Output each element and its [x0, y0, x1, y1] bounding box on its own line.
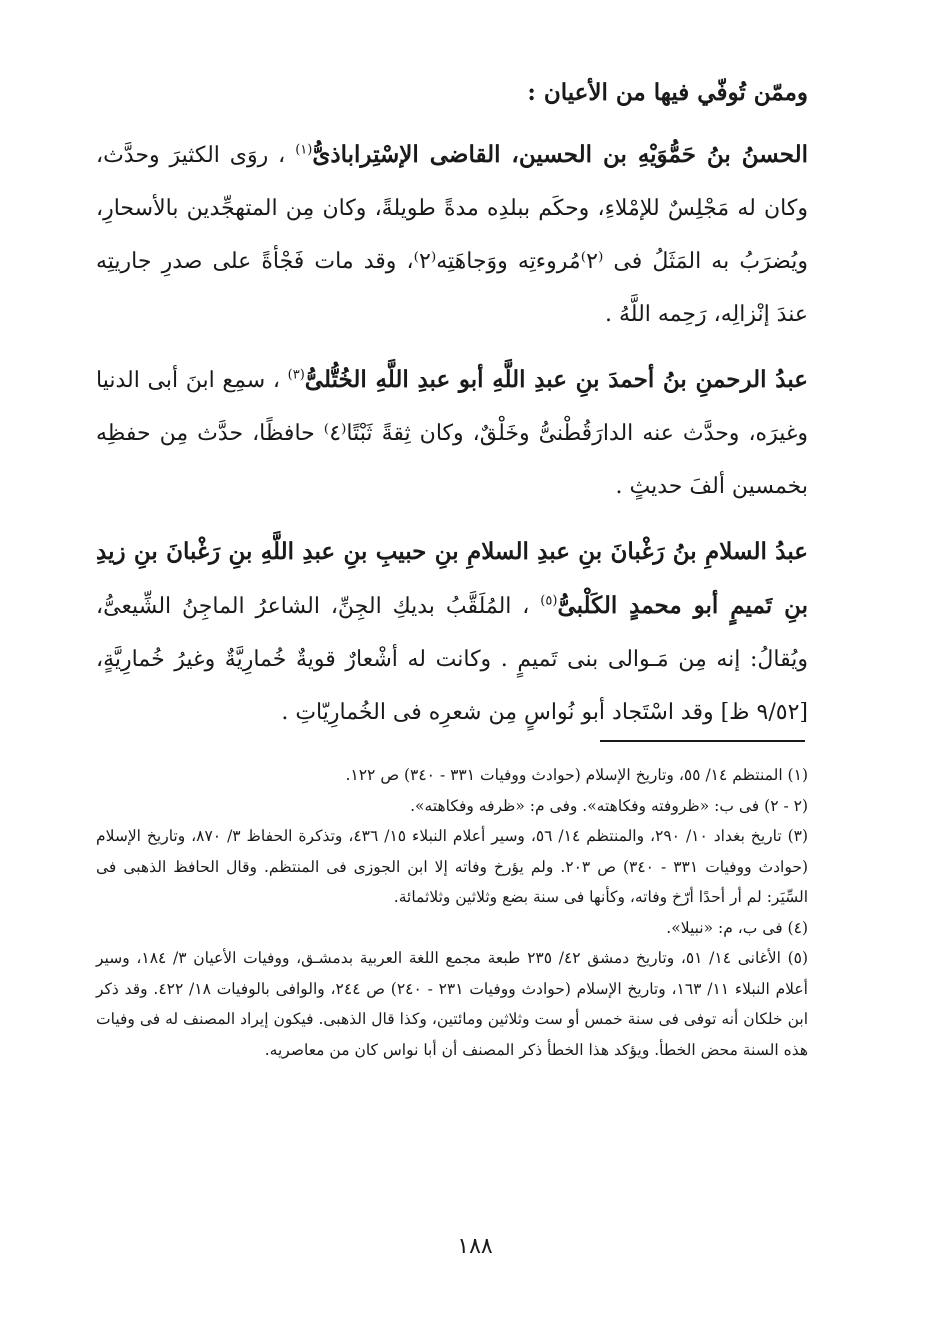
- entry-1: [96, 128, 808, 341]
- footnote-1: (١) المنتظم ١٤/ ٥٥، وتاريخ الإسلام (حوادث ووفيات ٣٣١ - ٣٤٠) ص ١٢٢.: [345, 766, 808, 784]
- footnote-4: (٤) فى ب، م: «نبيلا».: [666, 918, 808, 937]
- entry-3-name: عبدُ السلامِ بنُ رَغْبانَ بنِ عبدِ السلامِ بنِ حبيبِ بنِ عبدِ اللَّهِ بنِ رَغْبانَ بنِ زيدِ بنِ تَميمٍ أبو محمدٍ الكَلْبىُّ: [96, 538, 808, 619]
- footnotes: [96, 760, 808, 1065]
- entry-2-footnote-marker: (٣): [287, 367, 305, 383]
- entry-3: [96, 525, 808, 739]
- footnote-5: (٥) الأغانى ١٤/ ٥١، وتاريخ دمشق ٤٢/ ٢٣٥ طبعة مجمع اللغة العربية بدمشـق، ووفيات الأعيان ٣/ ١٨٤، وسير أعلام النبلاء ١١/ ١٦٣، وتاريخ الإسلام (حوادث ووفيات ٢٣١ - ٢٤٠) ص ٢٤٤، والوافى بالوفيات ١٨/ ٤٢٢. وقد ذكر ابن خلكان أنه توفى فى سنة خمس أو ست وثلاثين ومائتين، وكذا قال الذهبى. فيكون إيراد المصنف له فى وفيات هذه السنة محض الخطأ. ويؤكد هذا الخطأ ذكر المصنف أن أبا نواس كان من معاصريه.: [96, 949, 809, 1059]
- entry-1-footnote-marker: (١): [295, 142, 313, 158]
- section-heading: وممّن تُوفّي فيها من الأعيان :: [527, 79, 808, 106]
- entry-1-name: الحسنُ بنُ حَمُّوَيْهِ بن الحسين، القاضى الإسْتِراباذىُّ: [312, 141, 809, 168]
- page-number: ١٨٨: [457, 1234, 493, 1259]
- footnote-3: (٣) تاريخ بغداد ١٠/ ٢٩٠، والمنتظم ١٤/ ٥٦، وسير أعلام النبلاء ١٥/ ٤٣٦، وتذكرة الحفاظ ٣/ ٨٧٠، وتاريخ الإسلام (حوادث ووفيات ٣٣١ - ٣٤٠) ص ٢٠٣. ولم يؤرخ وفاته إلا ابن الجوزى فى المنتظم. وقال الحافظ الذهبى فى السِّيَر: لم أر أحدًا أرّخ وفاته، وكأنها فى سنة بضع وثلاثين وثلاثمائة.: [96, 827, 809, 906]
- entry-2: [96, 353, 808, 513]
- entry-2-name: عبدُ الرحمنِ بنُ أحمدَ بنِ عبدِ اللَّهِ أبو عبدِ اللَّهِ الخُتُّلىُّ: [304, 366, 808, 393]
- entry-3-text: ، المُلَقَّبُ بديكِ الجِنِّ، الشاعرُ الماجِنُ الشِّيعىُّ، ويُقالُ: إنه مِن مَـوالى بنى تَميمٍ . وكانت له أشْعارٌ قويةٌ خُمارِيَّةٌ وغيرُ خُمارِيَّةٍ، [٩/٥٢ ظ] وقد اسْتَجاد أبو نُواسٍ مِن شعرِه فى الخُمارِيّاتِ .: [96, 594, 808, 725]
- footnote-separator: [600, 740, 805, 742]
- entry-1-text: ، روَى الكثيرَ وحدَّث، وكان له مَجْلِسٌ للإمْلاءِ، وحكَم ببلدِه مدةً طويلةً، وكان مِن المتهجِّدين بالأسحارِ، ويُضرَبُ به المَثَلُ فى ⁽٢⁾مُروءتِه ووَجاهَتِه⁽٢⁾، وقد مات فَجْأةً على صدرِ جاريتِه عندَ إنْزالِه، رَحِمه اللَّهُ .: [96, 143, 808, 327]
- entry-2-text: ، سمِع ابنَ أبى الدنيا وغيرَه، وحدَّث عنه الدارَقُطْنىُّ وخَلْقٌ، وكان ثِقةً ثَبْتًا⁽٤⁾ حافظًا، حدَّث مِن حفظِه بخمسين ألفَ حديثٍ .: [96, 368, 808, 499]
- entry-3-footnote-marker: (٥): [540, 593, 558, 609]
- footnote-2: (٢ - ٢) فى ب: «ظروفته وفكاهته». وفى م: «ظرفه وفكاهته».: [410, 796, 808, 815]
- main-text: [96, 68, 808, 751]
